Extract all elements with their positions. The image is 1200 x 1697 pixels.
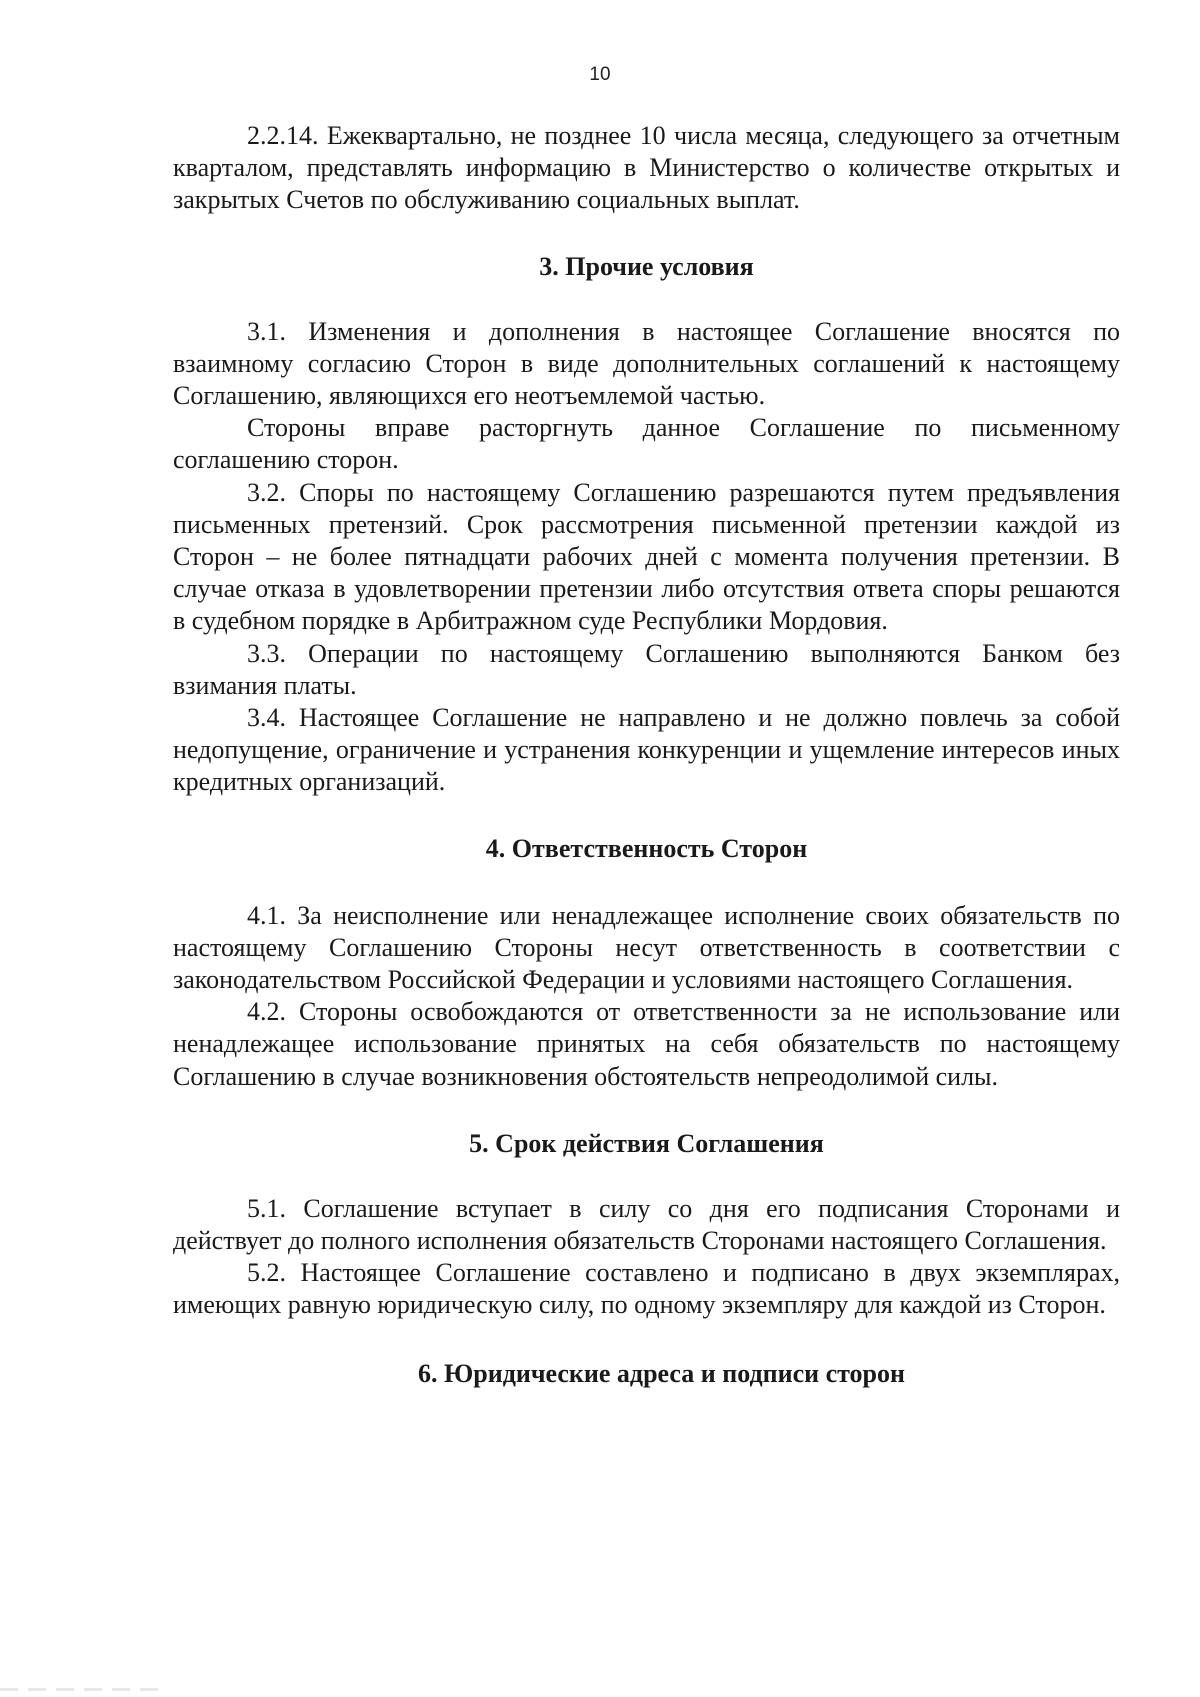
scan-artifact xyxy=(0,1688,160,1691)
paragraph-5-1: 5.1. Соглашение вступает в силу со дня его подписания Сторонами и действует до полного исполнения обязательств Сторонами настоящего Соглашения. xyxy=(173,1193,1120,1256)
section-4-title: 4. Ответственность Сторон xyxy=(485,833,808,863)
document-body xyxy=(173,120,1120,1390)
paragraph-4-2: 4.2. Стороны освобождаются от ответственности за не использование или ненадлежащее использование принятых на себя обязательств по настоящему Соглашению в случае возникновения обстоятельств непреодолимой силы. xyxy=(173,997,1120,1091)
paragraph-2-2-14: 2.2.14. Ежеквартально, не позднее 10 числа месяца, следующего за отчетным кварталом, представлять информацию в Министерство о количестве открытых и закрытых Счетов по обслуживанию социальных выплат. xyxy=(173,121,1120,215)
paragraph-4-1: 4.1. За неисполнение или ненадлежащее исполнение своих обязательств по настоящему Соглашению Стороны несут ответственность в соответствии с законодательством Российской Федерации и условиями настоящего Соглашения. xyxy=(173,900,1120,995)
paragraph-3-4: 3.4. Настоящее Соглашение не направлено и не должно повлечь за собой недопущение, ограничение и устранения конкуренции и ущемление интересов иных кредитных организаций. xyxy=(173,703,1120,797)
section-6-title: 6. Юридические адреса и подписи сторон xyxy=(418,1358,905,1388)
section-3-title: 3. Прочие условия xyxy=(539,251,754,281)
paragraph-3-1-termination: Стороны вправе расторгнуть данное Соглашение по письменному соглашению сторон. xyxy=(173,413,1120,475)
section-5-title: 5. Срок действия Соглашения xyxy=(469,1128,824,1158)
paragraph-3-1: 3.1. Изменения и дополнения в настоящее Соглашение вносятся по взаимному согласию Сторон в виде дополнительных соглашений к настоящему Соглашению, являющихся его неотъемлемой частью. xyxy=(173,316,1120,411)
paragraph-5-2: 5.2. Настоящее Соглашение составлено и подписано в двух экземплярах, имеющих равную юридическую силу, по одному экземпляру для каждой из Сторон. xyxy=(173,1258,1120,1320)
paragraph-3-3: 3.3. Операции по настоящему Соглашению выполняются Банком без взимания платы. xyxy=(173,638,1120,700)
page-number: 10 xyxy=(589,64,611,85)
paragraph-3-2: 3.2. Споры по настоящему Соглашению разрешаются путем предъявления письменных претензий. Срок рассмотрения письменной претензии каждой из Сторон – не более пятнадцати рабочих дней с момента получения претензии. В случае отказа в удовлетворении претензии либо отсутствия ответа споры решаются в судебном порядке в Арбитражном суде Республики Мордовия. xyxy=(173,477,1120,636)
